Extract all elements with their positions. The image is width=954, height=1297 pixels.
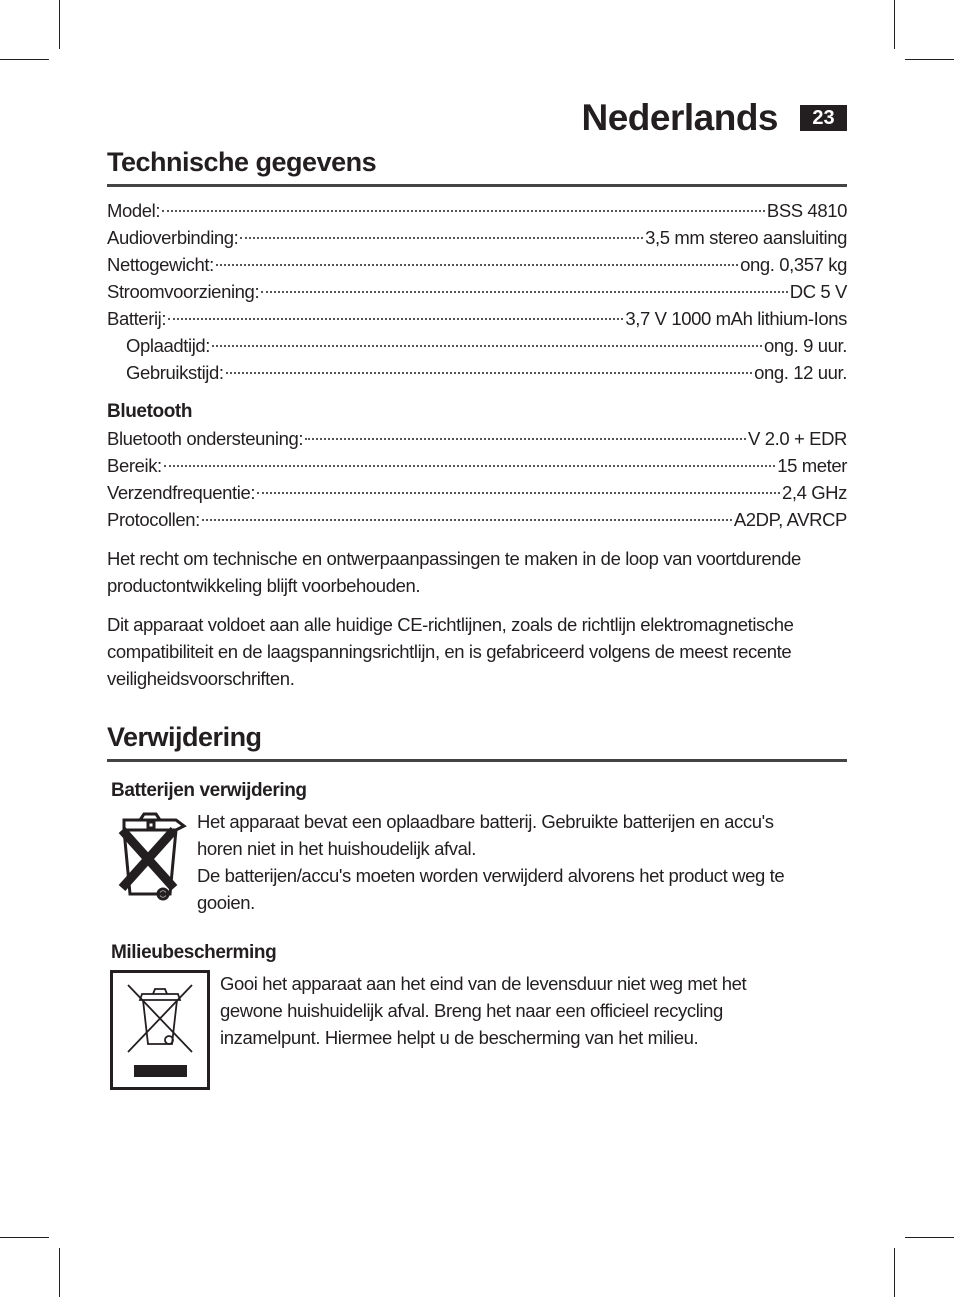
weee-crossed-bin-icon [110,970,210,1090]
crop-mark [59,0,60,49]
section-title-disposal: Verwijdering [107,722,262,752]
spec-row: Protocollen: A2DP, AVRCP [107,509,847,530]
section-title-technical: Technische gegevens [107,147,377,177]
environment-text: Gooi het apparaat aan het eind van de levensduur niet weg met het gewone huishuidelijk afval. Breng het naar een officieel recycling inzamelpunt. Hiermee helpt u de bescherming van het milieu. [220,973,747,1048]
spec-list [107,197,847,386]
crop-mark [894,0,895,49]
spec-row: Oplaadtijd: ong. 9 uur. [126,335,847,356]
crop-mark [905,59,954,60]
crop-mark [59,1248,60,1297]
section-rule [107,759,847,762]
crossed-bin-battery-icon [110,808,190,902]
spec-row: Stroomvoorziening: DC 5 V [107,281,847,302]
battery-disposal-heading: Batterijen verwijdering [111,780,307,801]
notice-paragraph: Het recht om technische en ontwerpaanpassingen te maken in de loop van voortdurende productontwikkeling blijft voorbehouden. [107,548,801,596]
spec-row: Bereik: 15 meter [107,455,847,476]
spec-row: Gebruikstijd: ong. 12 uur. [126,362,847,383]
spec-row: Nettogewicht: ong. 0,357 kg [107,254,847,275]
spec-row: Audioverbinding: 3,5 mm stereo aansluiting [107,227,847,248]
spec-row: Bluetooth ondersteuning: V 2.0 + EDR [107,428,847,449]
environment-heading: Milieubescherming [111,942,277,963]
bluetooth-heading: Bluetooth [107,401,193,422]
crop-mark [905,1237,954,1238]
language-title: Nederlands [581,97,778,138]
crop-mark [0,59,49,60]
spec-row: Batterij: 3,7 V 1000 mAh lithium-Ions [107,308,847,329]
page-number-badge: 23 [800,105,847,131]
spec-row: Model: BSS 4810 [107,200,847,221]
section-rule [107,184,847,187]
bluetooth-spec-list [107,425,847,533]
spec-row: Verzendfrequentie: 2,4 GHz [107,482,847,503]
crop-mark [0,1237,49,1238]
crop-mark [894,1248,895,1297]
battery-disposal-text: Het apparaat bevat een oplaadbare batterij. Gebruikte batterijen en accu's horen niet in het huishoudelijk afval. De batterijen/accu's moeten worden verwijderd alvorens het product weg te gooien. [197,811,785,913]
ce-paragraph: Dit apparaat voldoet aan alle huidige CE-richtlijnen, zoals de richtlijn elektromagnetische compatibiliteit en de laagspanningsrichtlijn, en is gefabriceerd volgens de meest recente veiligheidsvoorschriften. [107,614,794,689]
